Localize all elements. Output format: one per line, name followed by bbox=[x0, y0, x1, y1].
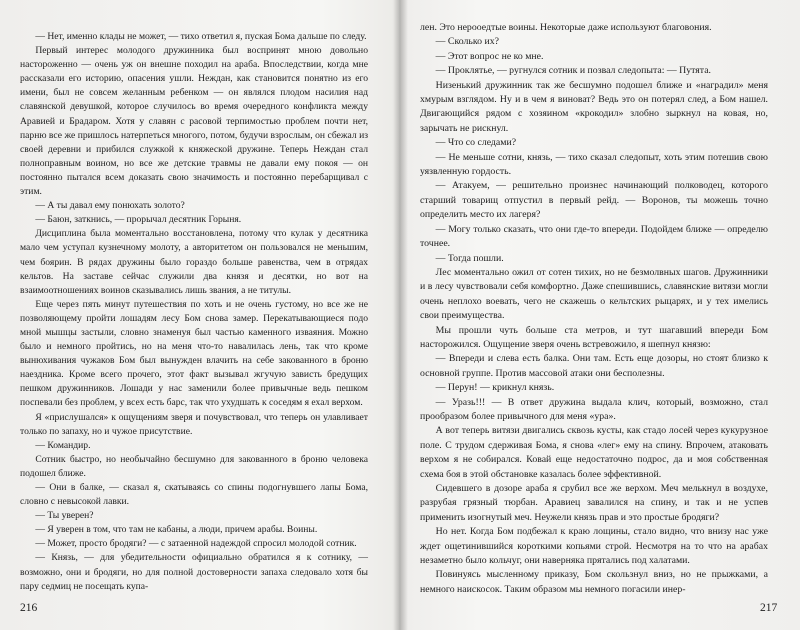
paragraph: Дисциплина была моментально восстановлена, потому что кулак у десятника мало чем уступал кузнечному молоту, а авторитетом он пользовался не меньшим, чем боярин. В рядах дружины было гораздо больше равенства, чем в отрядах кельтов. На заставе сейчас служили два князя и десятки, но вот на взаимоотношениях воинов сказывались лишь звания, а не титулы. bbox=[20, 228, 368, 296]
right-page-text bbox=[420, 21, 768, 597]
paragraph: лен. Это нерооедтые воины. Некоторые даже используют благовония. bbox=[420, 22, 712, 33]
paragraph: Повинуясь мысленному приказу, Бом скользнул вниз, но не прыжками, а немного наискосок. Таким образом мы немного погасили инер- bbox=[420, 569, 768, 595]
paragraph: — Могу только сказать, что они где-то впереди. Подойдем ближе — определю точнее. bbox=[420, 223, 768, 250]
paragraph: Сотник быстро, но необычайно бесшумно для закованного в броню человека подошел ближе. bbox=[20, 453, 368, 479]
paragraph: — Не меньше сотни, князь, — тихо сказал следопыт, хоть этим потешив свою уязвленную гордость. bbox=[420, 151, 768, 178]
paragraph: — А ты давал ему понюхать золото? bbox=[35, 200, 185, 212]
paragraph: Я «прислушался» к ощущениям зверя и почувствовал, что теперь он улавливает только по запаху, но и чужое присутствие. bbox=[20, 411, 368, 437]
paragraph: — Проклятье, — ругнулся сотник и позвал следопыта: — Путята. bbox=[435, 65, 712, 77]
paragraph: Но нет. Когда Бом подбежал к краю лощины, стало видно, что внизу нас уже ждет ощетинившийся короткими копьями строй. Несмотря на то что на арабах незаметно было кольчуг, они наверняка прятались под халатами. bbox=[420, 526, 768, 567]
paragraph: — Что со следами? bbox=[435, 137, 517, 149]
paragraph: Мы прошли чуть больше ста метров, и тут шагавший впереди Бом насторожился. Ощущение зверя очень встревожило, я шепнул князю: bbox=[420, 324, 768, 350]
paragraph: — Перун! — крикнул князь. bbox=[435, 382, 555, 394]
paragraph: — Сколько их? bbox=[435, 36, 499, 48]
right-page bbox=[400, 0, 800, 630]
paragraph: — Они в балке, — сказал я, скатываясь со спины подогнувшего лапы Бома, словно с невысокой лавки. bbox=[20, 482, 368, 508]
paragraph: Сидевшего в дозоре араба я срубил все же верхом. Меч мелькнул в воздухе, разрубая грязный тюрбан. Аравиец завалился на спину, и так и не успев применить изогнутый меч. Неужели князь прав и это простые бродяги? bbox=[420, 483, 768, 523]
paragraph: — Я уверен в том, что там не кабаны, а люди, причем арабы. Воины. bbox=[35, 524, 318, 536]
paragraph: Низенький дружинник так же бесшумно подошел ближе и «наградил» меня хмурым взглядом. Ну и в чем я виноват? Ведь это он потерял след, а Бом нашел. Двигающийся рядом с хозяином «крокодил» злобно зыркнул на ковая, но, зарычать не рискнул. bbox=[420, 79, 768, 134]
paragraph: — Атакуем, — решительно произнес начинающий полководец, которого старший товарищ отпустил в первый рейд. — Воронов, ты можешь точно определить место их лагеря? bbox=[420, 180, 768, 221]
paragraph: — Тогда пошли. bbox=[435, 252, 504, 264]
paragraph: Лес моментально ожил от сотен тихих, но не безмолвных шагов. Дружинники и в лесу чувствовали себя комфортно. Даже спешившись, славянские витязи могли очень неплохо воевать, чего не скажешь о кельтских рыцарях, и у тех имелись свои преимущества. bbox=[420, 266, 768, 322]
paragraph: Первый интерес молодого дружинника был воспринят мною довольно настороженно — очень уж он внешне походил на араба. Впоследствии, когда мне рассказали его историю, опасения ушли. Неждан, как становится понятно из его имени, был не совсем желанным ребенком — он являлся плодом насилия над славянской девушкой, которое случилось во время очередного конфликта между Аравией и Брадаром. Хотя у славян с расовой терпимостью проблем почти нет, парню все же пришлось натерпеться многого, потом, будучи взрослым, он сбежал из своей деревни и прибился служкой к княжеской дружине. Теперь Неждан стал полноправным воином, но все же детские травмы не давали ему покоя — он постоянно пытался всем доказать свою значимость и постоянно перебарщивал с этим. bbox=[20, 45, 368, 198]
paragraph: — Командир. bbox=[35, 439, 91, 451]
paragraph: — Ты уверен? bbox=[35, 510, 94, 522]
paragraph: — Этот вопрос не ко мне. bbox=[435, 50, 544, 62]
book-gutter bbox=[392, 0, 408, 630]
paragraph: А вот теперь витязи двигались сквозь кусты, как стадо лосей через кукурузное поле. С трудом сдерживая Бома, я снова «лег» ему на спину. Впрочем, атаковать верхом я не собирался. Ковай еще недостаточно подрос, да и моя собственная схема боя в этой обстановке казалась более эффективной. bbox=[420, 425, 768, 480]
paragraph: — Баюн, заткнись, — прорычал десятник Горыня. bbox=[35, 214, 242, 226]
right-page-number: 217 bbox=[760, 602, 778, 614]
paragraph: — Уразь!!! — В ответ дружина выдала клич, который, возможно, стал прообразом более привычного для меня «ура». bbox=[420, 396, 768, 422]
paragraph: — Нет, именно клады не может, — тихо ответил я, пуская Бома дальше по следу. bbox=[35, 31, 367, 42]
paragraph: — Может, просто бродяги? — с затаенной надеждой спросил молодой сотник. bbox=[35, 538, 357, 550]
left-page-text bbox=[20, 30, 368, 594]
paragraph: Еще через пять минут путешествия по хоть и не очень густому, но все же не позволяющему пройти лошадям лесу Бом снова замер. Перекатывающиеся подо мной мышцы застыли, словно знаменуя был частью каменного изваяния. Можно было и немного пройтись, но на меня что-то навалилась лень, так что кроме вынюхивания чужаков Бом был вынужден влачить на себе закованного в броню наездника. Кроме всего прочего, этот факт вызывал жгучую зависть бредущих пешком дружинников. Лошади у нас заменили более привычные ведь пешком поспевали без проблем, у всех есть барс, так что ухудшать к соседям я ехал верхом. bbox=[20, 298, 368, 409]
left-page-number: 216 bbox=[20, 602, 38, 614]
paragraph: — Впереди и слева есть балка. Они там. Есть еще дозоры, но стоят близко к основной группе. Против массовой атаки они бесполезны. bbox=[420, 353, 768, 379]
paragraph: — Князь, — для убедительности официально обратился я к сотнику, — возможно, они и бродяги, но для полной достоверности запаха следовало хотя бы пару седмиц не посещать купа- bbox=[20, 552, 368, 592]
